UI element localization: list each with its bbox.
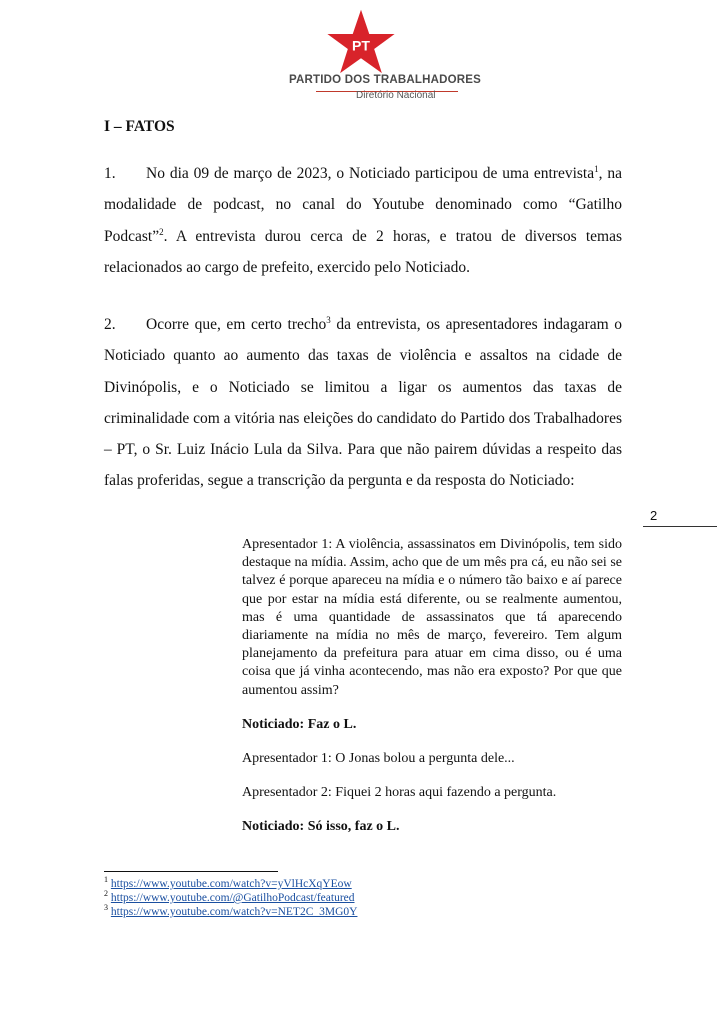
transcript-line: Apresentador 1: A violência, assassinatos em Divinópolis, tem sido destaque na mídia. Assim, acho que de um mês pra cá, eu não sei se talvez é porque apareceu na mídia e o número tão baixo e aí parece que por estar na mídia está diferente, ou se realmente aumentou, mas é uma quantidade de assassinatos que tá aparecendo diariamente na mídia no mês de março, fevereiro. Tem algum planejamento da prefeitura para atuar em cima disso, ou é uma coisa que já vinha acontecendo, mas não era exposto? Por que que aumentou assim?: [242, 537, 622, 698]
logo-text: PT: [352, 37, 370, 54]
paragraph-text: No dia 09 de março de 2023, o Noticiado participou de uma entrevista: [146, 165, 595, 182]
footnote: [104, 891, 357, 905]
paragraph-number: 1.: [104, 165, 116, 182]
paragraph-number: 2.: [104, 316, 116, 333]
transcript-line: Apresentador 2: Fiquei 2 horas aqui fazendo a pergunta.: [242, 785, 557, 801]
paragraph-text: , na modalidade de podcast, no canal do Youtube denominado como “Gatilho Podcast”: [104, 165, 622, 245]
footnote: [104, 905, 357, 919]
footnote-number: 3: [104, 903, 108, 913]
paragraph-2: [104, 309, 622, 497]
pt-star-logo: [326, 8, 396, 76]
footnotes: [104, 877, 357, 919]
section-heading: I – FATOS: [104, 118, 175, 135]
page-number: 2: [650, 508, 658, 523]
footnote-link[interactable]: https://www.youtube.com/watch?v=NET2C_3MG0Y: [110, 906, 358, 918]
paragraph-text: . A entrevista durou cerca de 2 horas, e tratou de diversos temas relacionados ao cargo de prefeito, exercido pelo Noticiado.: [104, 227, 622, 276]
organization-name: PARTIDO DOS TRABALHADORES: [289, 74, 481, 86]
paragraph-text: da entrevista, os apresentadores indagaram o Noticiado quanto ao aumento das taxas de violência e assaltos na cidade de Divinópolis, e o Noticiado se limitou a ligar os aumentos das taxas de criminalidade com a vitória nas eleições do candidato do Partido dos Trabalhadores – PT, o Sr. Luiz Inácio Lula da Silva. Para que não pairem dúvidas a respeito das falas proferidas, segue a transcrição da pergunta e da resposta do Noticiado:: [104, 316, 622, 490]
transcript-quote: [242, 536, 622, 853]
footnote-ref[interactable]: 3: [326, 314, 331, 325]
footnote-number: 1: [104, 875, 108, 885]
footnote-link[interactable]: https://www.youtube.com/watch?v=yVlHcXqYEow: [110, 878, 352, 890]
paragraph-text: Ocorre que, em certo trecho: [146, 316, 327, 333]
footnote-link[interactable]: https://www.youtube.com/@GatilhoPodcast/featured: [110, 892, 355, 904]
footnote-ref[interactable]: 1: [594, 163, 599, 174]
letterhead: [0, 0, 724, 110]
footnote-separator: [104, 871, 278, 872]
footnote-ref[interactable]: 2: [159, 226, 164, 237]
transcript-line: Noticiado: Só isso, faz o L.: [242, 819, 400, 835]
page-number-rule: [643, 526, 717, 527]
organization-subtitle: Diretório Nacional: [356, 90, 436, 101]
footnote: [104, 877, 357, 891]
footnote-number: 2: [104, 889, 108, 899]
paragraph-1: [104, 158, 622, 283]
transcript-line: Noticiado: Faz o L.: [242, 716, 357, 732]
transcript-line: Apresentador 1: O Jonas bolou a pergunta dele...: [242, 751, 515, 767]
